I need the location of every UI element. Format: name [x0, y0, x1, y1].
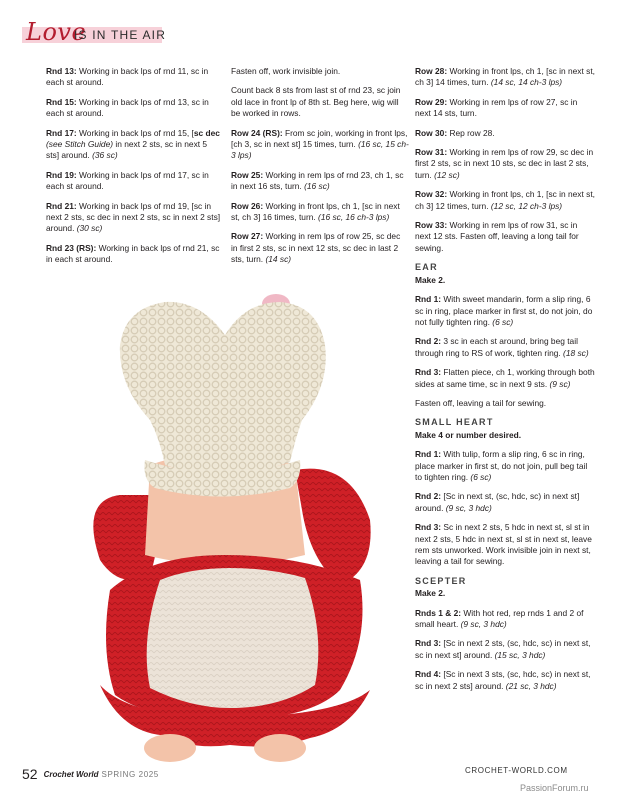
instruction-row-25: Row 25: Working in rem lps of rnd 23, ch 1, sc in next 16 sts, turn. (16 sc)	[231, 169, 404, 192]
instruction-row-31: Row 31: Working in rem lps of row 29, sc dec in first 2 sts, sc in next 10 sts, sc dec in last 2 sts, turn. (12 sc)	[415, 147, 594, 180]
left-foot	[144, 734, 196, 762]
instruction-rnd-15: Rnd 15: Working in back lps of rnd 13, sc in each st around.	[46, 96, 209, 119]
section-title-ear: EAR	[415, 262, 438, 273]
instruction-rnd-23: Rnd 23 (RS): Working in back lps of rnd 21, sc in each st around.	[46, 242, 220, 265]
magazine-name: Crochet World	[43, 770, 99, 779]
instruction-row-28: Row 28: Working in front lps, ch 1, [sc in next st, ch 3] 14 times, turn. (14 sc, 14 ch-3 lps)	[415, 66, 595, 88]
section-title-scepter: SCEPTER	[415, 575, 467, 586]
instruction-rnd-13: Rnd 13: Working in back lps of rnd 11, sc in each st around.	[46, 66, 209, 88]
scepter-rnds-1-2: Rnds 1 & 2: With hot red, rep rnds 1 and 2 of small heart. (9 sc, 3 hdc)	[415, 607, 584, 630]
ear-rnd-3: Rnd 3: Flatten piece, ch 1, working through both sides at same time, sc in next 9 sts. (9 sc)	[415, 367, 595, 389]
page-number: 52	[22, 766, 38, 782]
scepter-rnd-3: Rnd 3: [Sc in next 2 sts, (sc, hdc, sc) in next st, sc in next st] around. (15 sc, 3 hdc)	[415, 638, 591, 660]
curly-wig	[120, 302, 326, 474]
heart-rnd-3: Rnd 3: Sc in next 2 sts, 5 hdc in next st, sl st in next 2 sts, 5 hdc in next st, sl st in next st, leave rem sts unworked. Work invisible join in next st, leaving a tail for sewing.	[415, 522, 592, 567]
page-footer	[22, 766, 159, 782]
website-url: CROCHET-WORLD.COM	[465, 766, 568, 775]
ear-rnd-1: Rnd 1: With sweet mandarin, form a slip ring, 6 sc in ring, place marker in first st, do not join, do not fully tighten ring. (6 sc)	[415, 294, 593, 327]
heart-make-count: Make 4 or number desired.	[415, 429, 522, 440]
instruction-row-32: Row 32: Working in front lps, ch 1, [sc in next st, ch 3] 12 times, turn. (12 sc, 12 ch-3 lps)	[415, 189, 595, 211]
ear-fasten-off: Fasten off, leaving a tail for sewing.	[415, 397, 547, 408]
watermark: PassionForum.ru	[520, 783, 589, 793]
issue-season: SPRING 2025	[101, 770, 159, 779]
right-foot	[254, 734, 306, 762]
header-script-word: Love	[26, 18, 87, 46]
instruction-rnd-17: Rnd 17: Working in back lps of rnd 15, [sc dec (see Stitch Guide) in next 2 sts, sc in next 5 sts] around. (36 sc)	[46, 127, 220, 161]
ear-rnd-2: Rnd 2: 3 sc in each st around, bring beg tail through ring to RS of work, tighten ring. (18 sc)	[415, 336, 589, 358]
heart-rnd-1: Rnd 1: With tulip, form a slip ring, 6 sc in ring, place marker in first st, do not join, pull beg tail to tighten ring. (6 sc)	[415, 449, 588, 482]
instruction-count-back: Count back 8 sts from last st of rnd 23, sc join old lace in front lp of 8th st. Beg here, wig will be worked in rows.	[231, 85, 401, 119]
ear-make-count: Make 2.	[415, 274, 446, 285]
heart-rnd-2: Rnd 2: [Sc in next st, (sc, hdc, sc) in next st] around. (9 sc, 3 hdc)	[415, 491, 580, 513]
scepter-rnd-4: Rnd 4: [Sc in next 3 sts, (sc, hdc, sc) in next st, sc in next 2 sts] around. (21 sc, 3 hdc)	[415, 669, 591, 691]
apron	[147, 568, 319, 708]
instruction-rnd-21: Rnd 21: Working in back lps of rnd 19, [sc in next 2 sts, sc dec in next 2 sts, sc in next 2 sts] around. (30 sc)	[46, 200, 221, 234]
column-2	[231, 66, 409, 274]
instruction-row-30: Row 30: Rep row 28.	[415, 127, 495, 138]
instruction-rnd-19: Rnd 19: Working in back lps of rnd 17, sc in each st around.	[46, 169, 209, 192]
crochet-doll-photo	[40, 290, 410, 770]
instruction-row-27: Row 27: Working in rem lps of row 25, sc dec in first 2 sts, sc in next 12 sts, sc dec in last 2 sts, turn. (14 sc)	[231, 231, 401, 265]
scepter-make-count: Make 2.	[415, 588, 446, 599]
instruction-row-33: Row 33: Working in rem lps of row 31, sc in next 12 sts. Fasten off, leaving a long tail for sewing.	[415, 220, 579, 253]
section-title-small-heart: SMALL HEART	[415, 417, 494, 428]
header-title: IS IN THE AIR	[74, 28, 167, 42]
instruction-row-26: Row 26: Working in front lps, ch 1, [sc in next st, ch 3] 16 times, turn. (16 sc, 16 ch-3 lps)	[231, 200, 400, 223]
instruction-row-24: Row 24 (RS): From sc join, working in front lps, [ch 3, sc in next st] 15 times, turn. (16 sc, 15 ch-3 lps)	[231, 127, 409, 161]
column-3	[415, 66, 595, 700]
column-1	[46, 66, 222, 274]
instruction-fasten-off: Fasten off, work invisible join.	[231, 66, 341, 76]
instruction-row-29: Row 29: Working in rem lps of row 27, sc in next 14 sts, turn.	[415, 96, 578, 119]
